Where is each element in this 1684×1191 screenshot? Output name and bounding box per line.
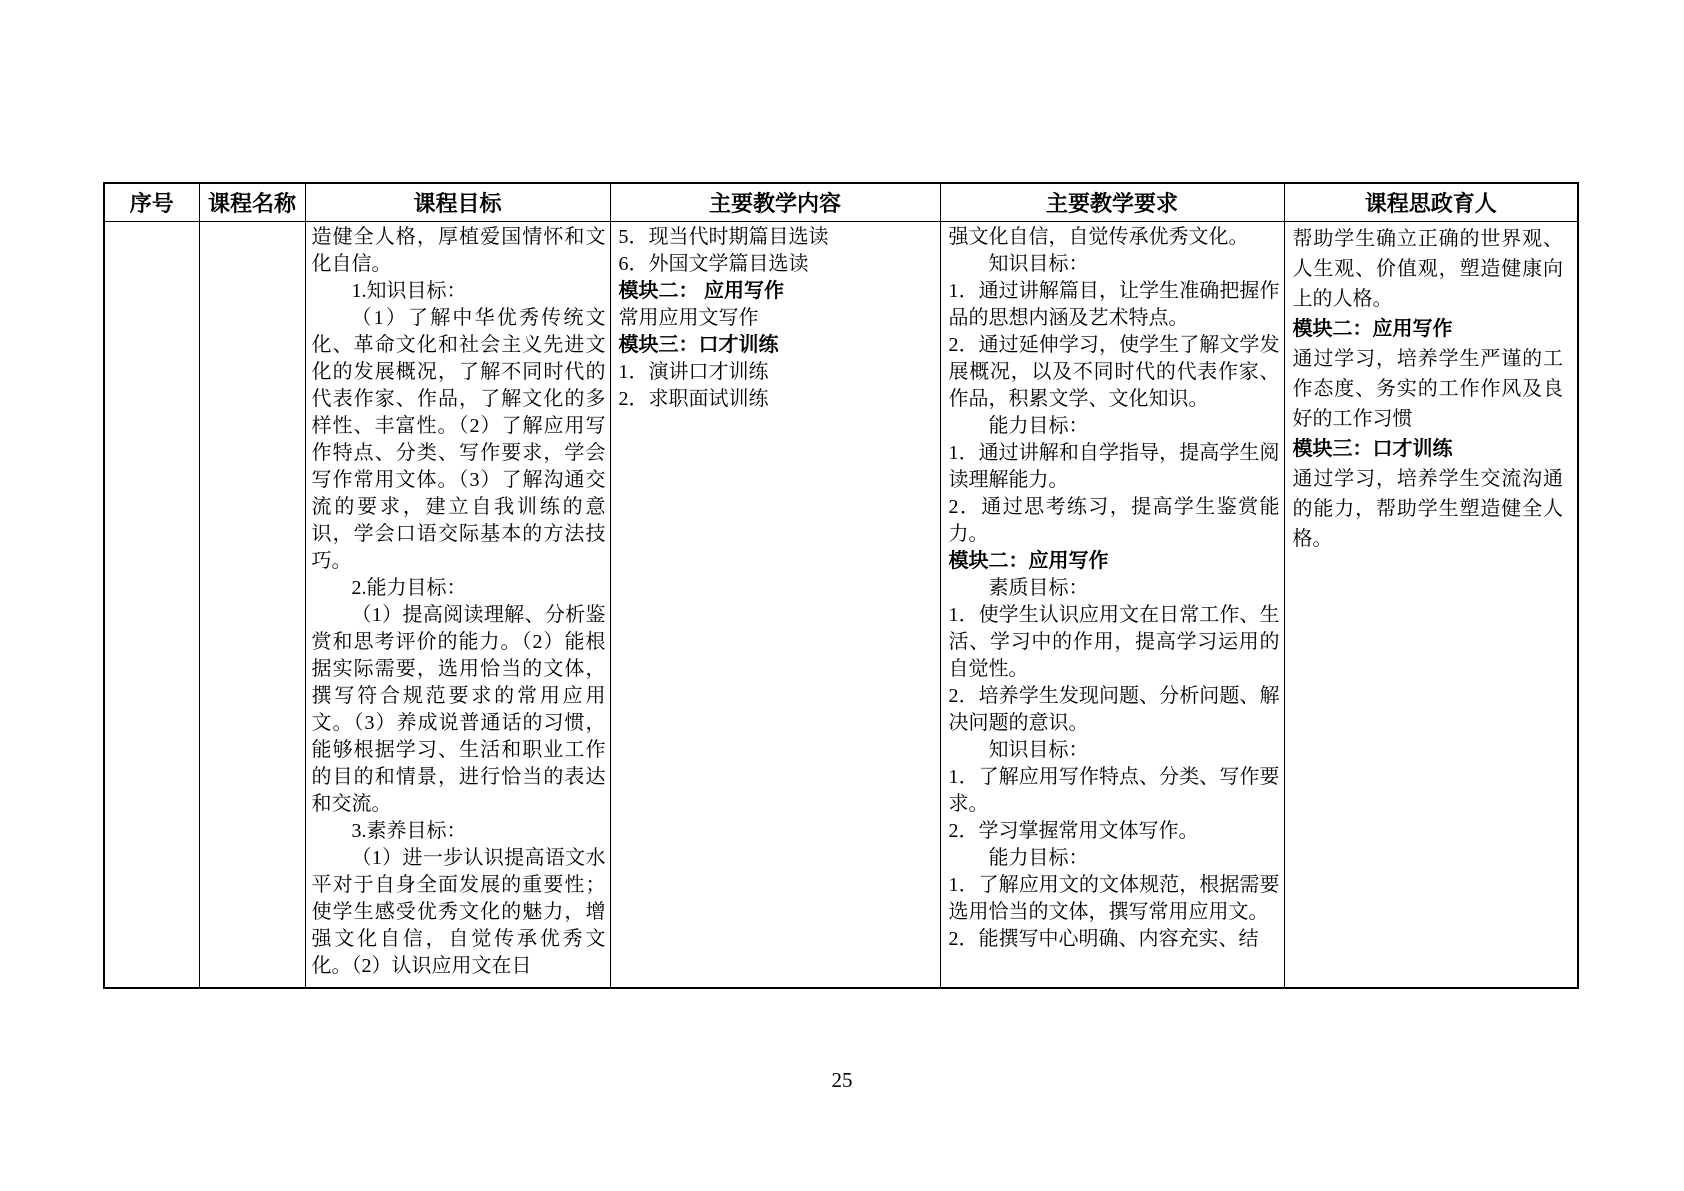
module-heading: 模块二：应用写作: [1292, 318, 1453, 340]
paragraph: 1．通过讲解和自学指导，提高学生阅读理解能力。: [948, 442, 1280, 491]
paragraph: 1．了解应用文的文体规范，根据需要选用恰当的文体，撰写常用应用文。: [948, 874, 1280, 923]
table-header-row: [104, 183, 1578, 222]
paragraph: 帮助学生确立正确的世界观、人生观、价值观，塑造健康向上的人格。: [1292, 228, 1563, 310]
cell-course-name: [199, 222, 305, 989]
page-number: 25: [831, 1068, 853, 1092]
paragraph: （1）了解中华优秀传统文化、革命文化和社会主义先进文化的发展概况，了解不同时代的代表作家、作品，了解文化的多样性、丰富性。（2）了解应用写作特点、分类、写作要求，学会写作常用文体。（3）了解沟通交流的要求，建立自我训练的意识，学会口语交际基本的方法技巧。: [311, 307, 606, 572]
paragraph: 2．培养学生发现问题、分析问题、解决问题的意识。: [948, 685, 1280, 734]
paragraph: 1．通过讲解篇目，让学生准确把握作品的思想内涵及艺术特点。: [948, 280, 1280, 329]
header-course-name: 课程名称: [199, 183, 305, 222]
header-ideological-education: 课程思政育人: [1284, 183, 1578, 222]
module-heading: 模块三：口才训练: [618, 334, 779, 356]
header-course-objectives: 课程目标: [305, 183, 610, 222]
paragraph: 强文化自信，自觉传承优秀文化。: [948, 226, 1249, 248]
paragraph: 2．能撰写中心明确、内容充实、结: [948, 928, 1259, 950]
paragraph: 造健全人格，厚植爱国情怀和文化自信。: [311, 226, 606, 275]
header-serial-number: 序号: [104, 183, 199, 222]
module-heading: 模块三：口才训练: [1292, 438, 1453, 460]
paragraph: 1．使学生认识应用文在日常工作、生活、学习中的作用，提高学习运用的自觉性。: [948, 604, 1280, 680]
paragraph: 能力目标：: [988, 847, 1089, 869]
cell-teaching-content: [610, 222, 940, 989]
paragraph: 能力目标：: [988, 415, 1089, 437]
cell-serial-number: [104, 222, 199, 989]
paragraph: 2．求职面试训练: [618, 388, 769, 410]
paragraph: 知识目标：: [988, 739, 1089, 761]
paragraph: 2．通过思考练习，提高学生鉴赏能力。: [948, 496, 1280, 545]
paragraph: 2．学习掌握常用文体写作。: [948, 820, 1199, 842]
module-heading: 模块二： 应用写作: [618, 280, 785, 302]
paragraph: 通过学习，培养学生严谨的工作态度、务实的工作作风及良好的工作习惯: [1292, 348, 1563, 430]
paragraph: （1）提高阅读理解、分析鉴赏和思考评价的能力。（2）能根据实际需要，选用恰当的文体，撰写符合规范要求的常用应用文。（3）养成说普通话的习惯，能够根据学习、生活和职业工作的目的和情景，进行恰当的表达和交流。: [311, 604, 606, 815]
paragraph: 通过学习，培养学生交流沟通的能力，帮助学生塑造健全人格。: [1292, 468, 1563, 550]
paragraph: 1．演讲口才训练: [618, 361, 769, 383]
header-teaching-content: 主要教学内容: [610, 183, 940, 222]
module-heading: 模块二：应用写作: [948, 550, 1109, 572]
paragraph: 常用应用文写作: [618, 307, 759, 329]
curriculum-table: [103, 182, 1579, 989]
paragraph: 1．了解应用写作特点、分类、写作要求。: [948, 766, 1280, 815]
paragraph: 素质目标：: [988, 577, 1089, 599]
cell-teaching-requirements: [940, 222, 1284, 989]
paragraph: 6．外国文学篇目选读: [618, 253, 809, 275]
table-row: [104, 222, 1578, 989]
paragraph: 1.知识目标：: [351, 280, 467, 302]
header-teaching-requirements: 主要教学要求: [940, 183, 1284, 222]
cell-ideological-education: [1284, 222, 1578, 989]
paragraph: （1）进一步认识提高语文水平对于自身全面发展的重要性；使学生感受优秀文化的魅力，增强文化自信，自觉传承优秀文化。（2）认识应用文在日: [311, 847, 606, 977]
paragraph: 知识目标：: [988, 253, 1089, 275]
paragraph: 3.素养目标：: [351, 820, 467, 842]
paragraph: 5．现当代时期篇目选读: [618, 226, 829, 248]
cell-course-objectives: [305, 222, 610, 989]
paragraph: 2．通过延伸学习，使学生了解文学发展概况，以及不同时代的代表作家、作品，积累文学、文化知识。: [948, 334, 1280, 410]
paragraph: 2.能力目标：: [351, 577, 467, 599]
